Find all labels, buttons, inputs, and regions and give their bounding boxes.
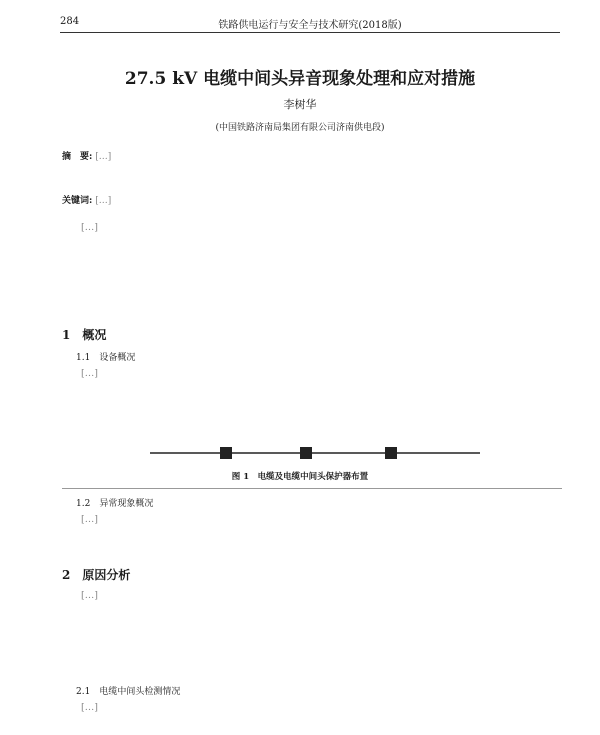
section-2-1-body xyxy=(62,700,562,715)
section-2-body xyxy=(62,588,562,603)
section-2-1-heading: 2.1 电缆中间头检测情况 xyxy=(76,687,181,697)
joint-protector-2 xyxy=(300,447,312,459)
figure-1-caption: 图 1 电缆及电缆中间头保护器布置 xyxy=(231,472,369,482)
keywords xyxy=(62,194,562,208)
section-1-1-body xyxy=(62,366,562,381)
abstract xyxy=(62,150,562,164)
section-2-1-paragraph: […] xyxy=(81,702,98,713)
article-title: 27.5 kV 电缆中间头异音现象处理和应对措施 xyxy=(124,69,476,89)
section-1-2-heading: 1.2 异常现象概况 xyxy=(76,499,154,509)
section-1-1-paragraph: […] xyxy=(81,368,98,379)
keywords-text: […] xyxy=(95,196,112,206)
section-1-heading: 1 概况 xyxy=(62,328,107,342)
journal-title: 铁路供电运行与安全与技术研究(2018版) xyxy=(218,20,402,31)
intro-paragraph: […] xyxy=(81,222,98,233)
section-1-2-paragraph: […] xyxy=(81,514,98,525)
article-author: 李树华 xyxy=(283,98,317,111)
abstract-label: 摘 要: xyxy=(62,152,93,162)
section-2-heading: 2 原因分析 xyxy=(62,568,131,582)
article-affiliation: (中国铁路济南局集团有限公司济南供电段) xyxy=(215,123,385,133)
introduction xyxy=(62,220,562,235)
page-number: 284 xyxy=(60,16,80,27)
cable-layout-figure xyxy=(150,438,480,468)
abstract-text: […] xyxy=(95,152,112,162)
joint-protector-3 xyxy=(385,447,397,459)
section-1-2-body xyxy=(62,512,562,527)
divider xyxy=(62,488,562,489)
keywords-label: 关键词: xyxy=(62,196,93,206)
running-header xyxy=(60,14,560,33)
section-1-1-heading: 1.1 设备概况 xyxy=(76,353,136,363)
section-2-paragraph: […] xyxy=(81,590,98,601)
joint-protector-1 xyxy=(220,447,232,459)
